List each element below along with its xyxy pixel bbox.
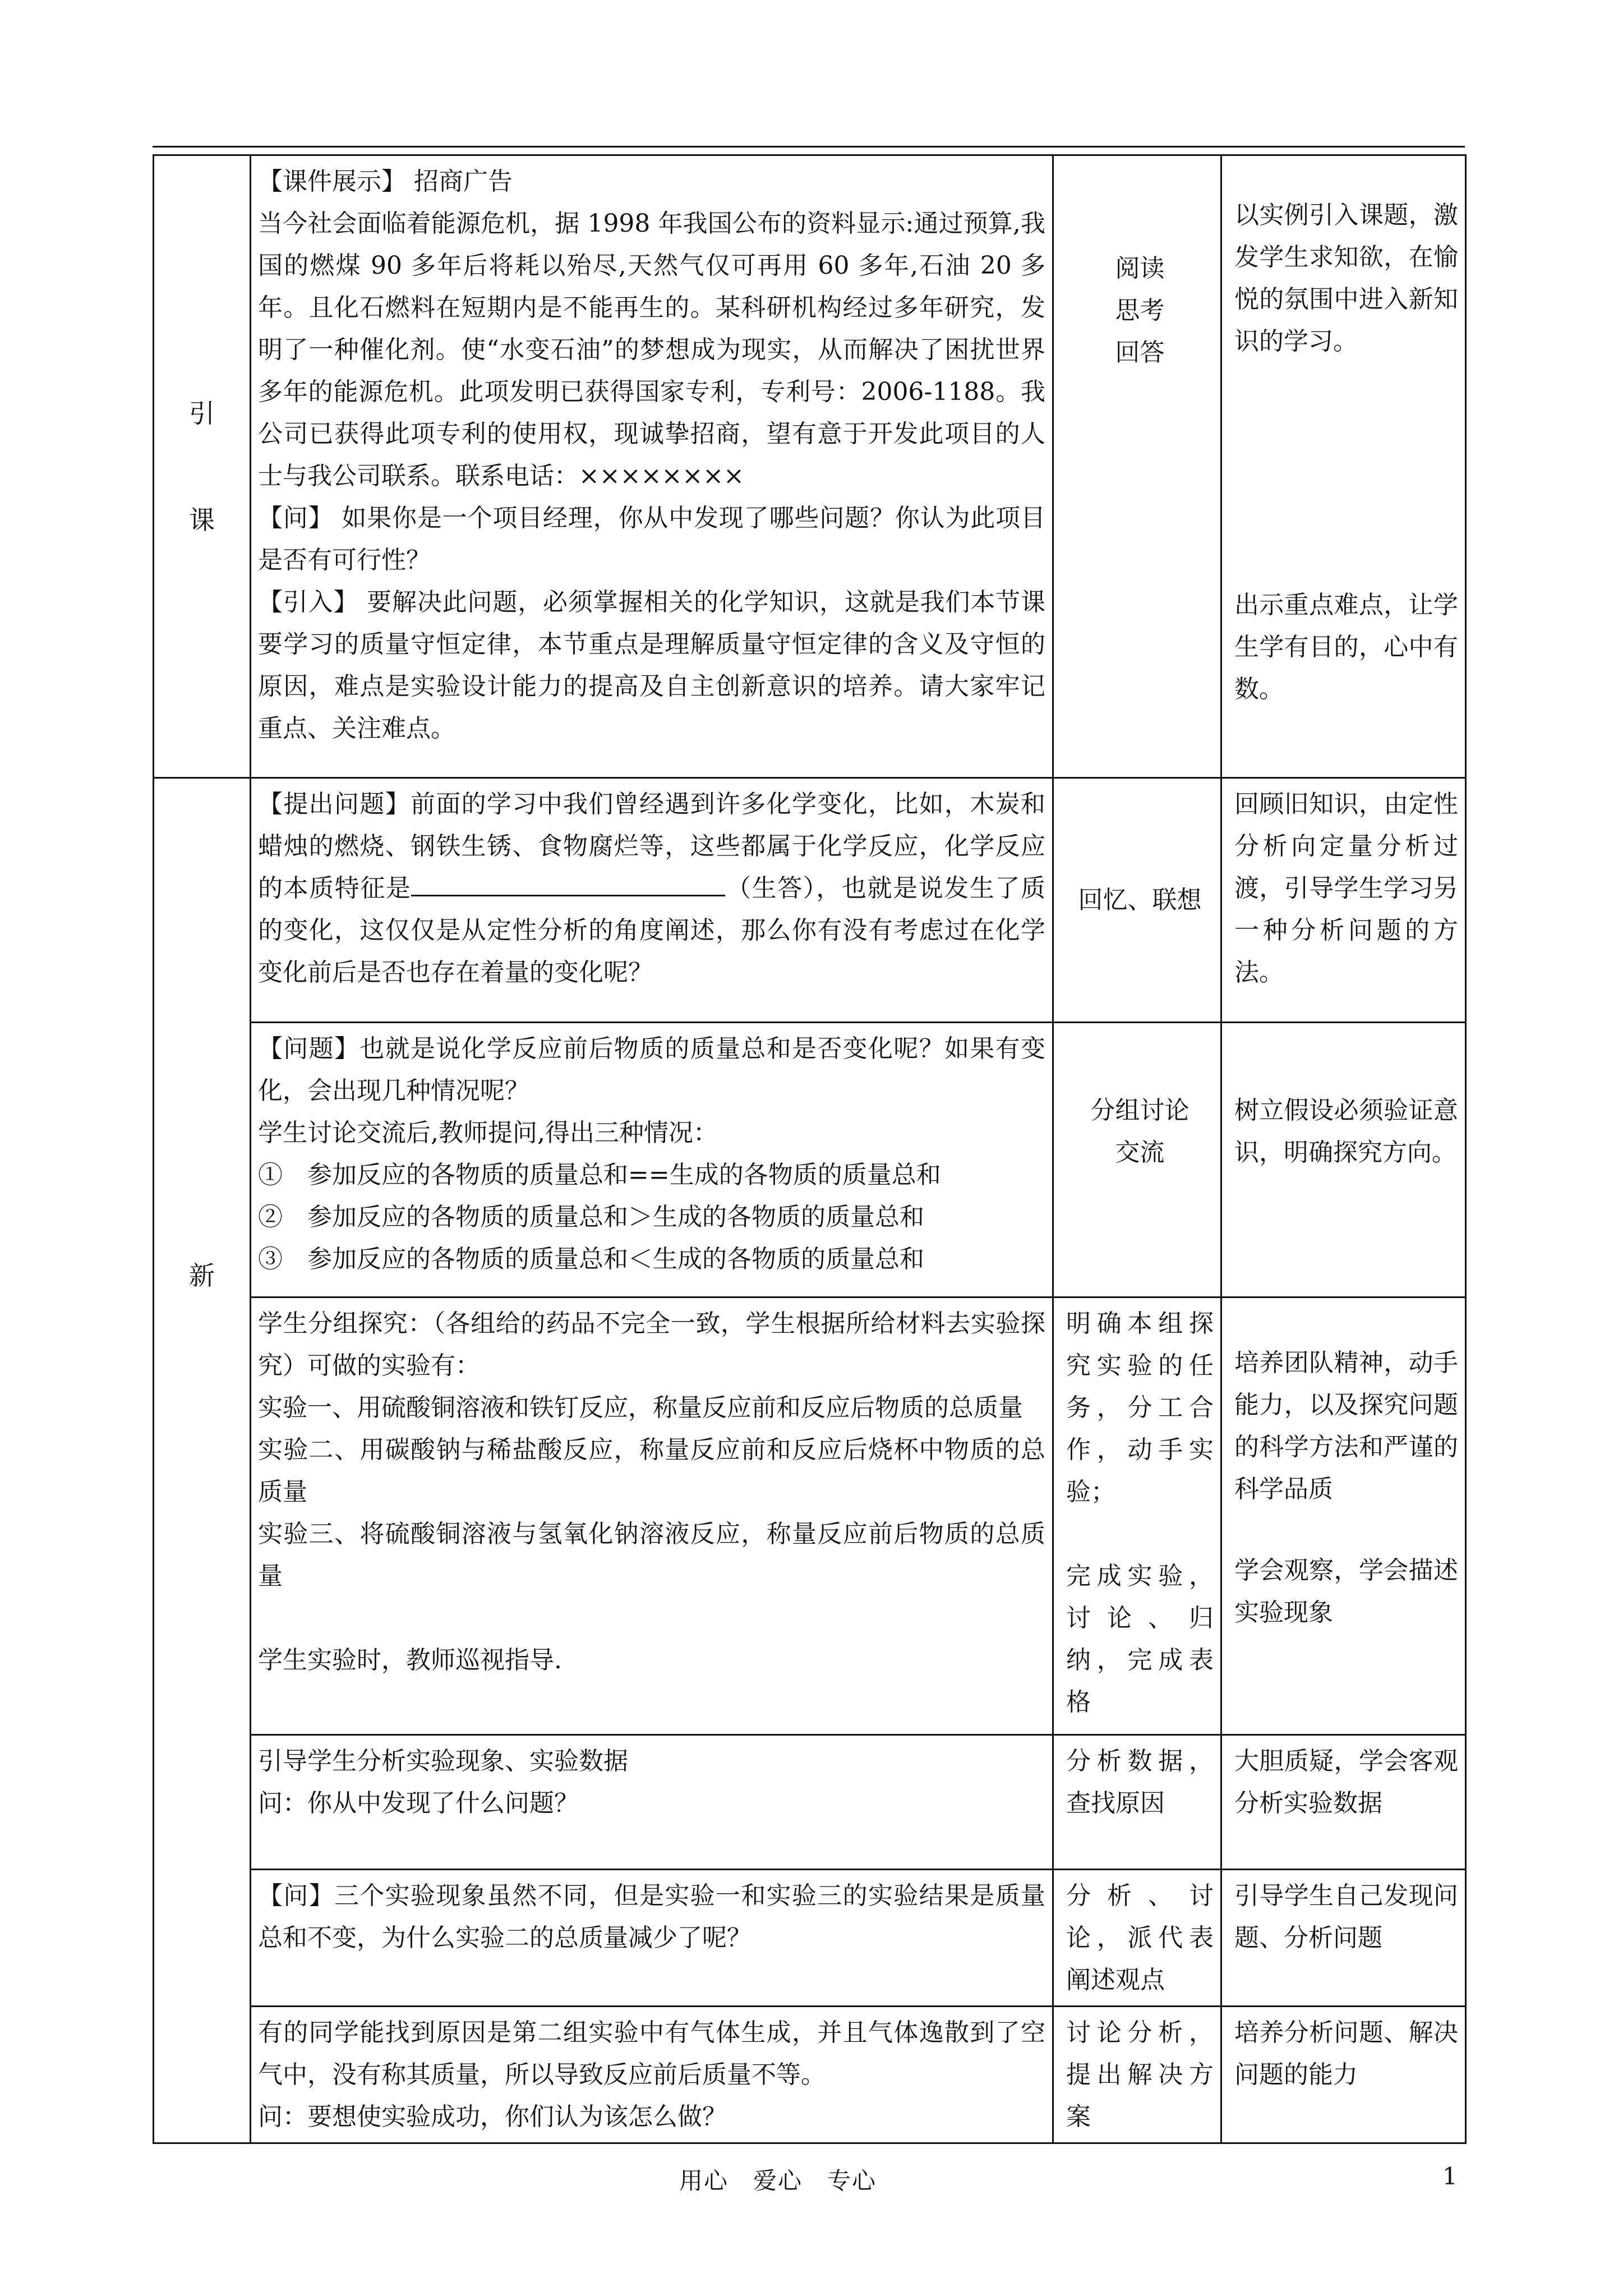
section-label: 新 — [189, 1260, 215, 1291]
teacher-guidance-text: 学生实验时，教师巡视指导. — [258, 1646, 562, 1674]
design-intent-cell — [1221, 1297, 1466, 1735]
student-activity: 分析、讨论，派代表阐述观点 — [1066, 1881, 1214, 1994]
discussion-text: 学生讨论交流后,教师提问,得出三种情况： — [258, 1119, 718, 1147]
student-activity-cell — [1053, 1735, 1221, 1870]
case-item: ② 参加反应的各物质的质量总和＞生成的各物质的质量总和 — [258, 1203, 924, 1231]
student-activity-cell — [1053, 778, 1221, 1023]
content-cell — [251, 2007, 1053, 2143]
problem-text: 【问题】也就是说化学反应前后物质的质量总和是否变化呢？如果有变化，会出现几种情况呢？ — [258, 1034, 1045, 1105]
design-intent-cell — [1221, 1735, 1466, 1870]
section-cell-intro — [154, 155, 251, 778]
design-intent-cell — [1221, 1023, 1466, 1297]
experiment-item: 实验三、将硫酸铜溶液与氢氧化钠溶液反应，称量反应前后物质的总质量 — [258, 1520, 1045, 1590]
student-activity: 完成实验，讨论、归纳，完成表格 — [1066, 1562, 1214, 1717]
table-row — [154, 2007, 1466, 2143]
raise-question-tail: （生答），也就是说发生了质的变化，这仅仅是从定性分析的角度阐述，那么你有没有考虑过在化学变化前后是否也存在着量的变化呢？ — [258, 874, 1046, 987]
header-rule — [153, 146, 1465, 148]
student-activity: 阅读 — [1115, 254, 1165, 283]
design-intent: 培养团队精神，动手能力，以及探究问题的科学方法和严谨的科学品质 — [1234, 1349, 1458, 1503]
design-intent: 引导学生自己发现问题、分析问题 — [1234, 1881, 1458, 1952]
table-row — [154, 1870, 1466, 2007]
design-intent-cell — [1221, 778, 1466, 1023]
courseware-heading: 【课件展示】 招商广告 — [258, 167, 513, 196]
student-activity: 回忆、联想 — [1078, 886, 1202, 914]
experiment-item: 实验一、用硫酸铜溶液和铁钉反应，称量反应前和反应后物质的总质量 — [258, 1393, 1023, 1422]
student-activity: 分析数据，查找原因 — [1066, 1747, 1214, 1818]
table-row — [154, 778, 1466, 1023]
design-intent-cell — [1221, 155, 1466, 778]
raise-question-lead: 【提出问题】前面的学习中我们曾经遇到许多化学变化，比如，木炭和蜡烛的燃烧、钢铁生锈、食物腐烂等，这些都属于化学反应，化学反应的本质特征是 — [258, 790, 1045, 903]
student-activity: 讨论分析，提出解决方案 — [1066, 2018, 1214, 2131]
student-activity: 思考 — [1115, 296, 1165, 325]
student-activity-cell — [1053, 2007, 1221, 2143]
lesson-plan-table — [153, 154, 1467, 2144]
design-intent: 培养分析问题、解决问题的能力 — [1234, 2018, 1458, 2089]
table-row — [154, 1297, 1466, 1735]
advertisement-text: 当今社会面临着能源危机，据 1998 年我国公布的资料显示:通过预算,我国的燃煤 90 多年后将耗以殆尽,天然气仅可再用 60 多年,石油 20 多年。且化石燃料在短期内是不能再生的。某科研机构经过多年研究，发明了一种催化剂。使“水变石油”的梦想成为现实，从而解决了困扰世界多年的能源危机。此项发明已获得国家专利，专利号：2006-1188。我公司已获得此项专利的使用权，现诚挚招商，望有意于开发此项目的人士与我公司联系。联系电话：×××××××× — [258, 209, 1045, 490]
case-item: ③ 参加反应的各物质的质量总和＜生成的各物质的质量总和 — [258, 1245, 924, 1273]
design-intent: 树立假设必须验证意识，明确探究方向。 — [1234, 1096, 1458, 1167]
student-activity-cell — [1053, 1297, 1221, 1735]
student-activity: 回答 — [1115, 338, 1165, 367]
raise-question-text — [258, 783, 1045, 993]
student-activity: 分组讨论 — [1090, 1096, 1189, 1125]
table-row — [154, 1735, 1466, 1870]
table-row — [154, 1023, 1466, 1297]
student-activity-cell — [1053, 1023, 1221, 1297]
design-intent-cell — [1221, 2007, 1466, 2143]
design-intent: 以实例引入课题，激发学生求知欲，在愉悦的氛围中进入新知识的学习。 — [1234, 201, 1458, 356]
analysis-guide-text: 引导学生分析实验现象、实验数据 — [258, 1747, 628, 1775]
content-cell — [251, 1735, 1053, 1870]
introduction-text: 【引入】 要解决此问题，必须掌握相关的化学知识，这就是我们本节课要学习的质量守恒定律，本节重点是理解质量守恒定律的含义及守恒的原因，难点是实验设计能力的提高及自主创新意识的培养。请大家牢记重点、关注难点。 — [258, 588, 1045, 743]
content-cell — [251, 1297, 1053, 1735]
content-cell — [251, 778, 1053, 1023]
answer-blank — [411, 870, 725, 896]
question-text: 问：你从中发现了什么问题？ — [258, 1789, 579, 1818]
question-text: 问：要想使实验成功，你们认为该怎么做？ — [258, 2102, 727, 2131]
table-row — [154, 155, 1466, 778]
section-label: 课 — [189, 504, 215, 535]
case-item: ① 参加反应的各物质的质量总和==生成的各物质的质量总和 — [258, 1161, 941, 1189]
content-cell — [251, 1023, 1053, 1297]
group-inquiry-text: 学生分组探究：（各组给的药品不完全一致，学生根据所给材料去实验探究）可做的实验有： — [258, 1309, 1045, 1380]
experiment-item: 实验二、用碳酸钠与稀盐酸反应，称量反应前和反应后烧杯中物质的总质量 — [258, 1435, 1045, 1506]
student-activity: 交流 — [1115, 1138, 1165, 1167]
page-number: 1 — [1442, 2162, 1458, 2190]
question-text: 【问】 如果你是一个项目经理，你从中发现了哪些问题？你认为此项目是否有可行性？ — [258, 504, 1045, 574]
content-cell — [251, 155, 1053, 778]
student-activity-cell — [1053, 1870, 1221, 2007]
reason-text: 有的同学能找到原因是第二组实验中有气体生成，并且气体逸散到了空气中，没有称其质量，所以导致反应前后质量不等。 — [258, 2018, 1045, 2089]
question-text: 【问】三个实验现象虽然不同，但是实验一和实验三的实验结果是质量总和不变，为什么实验二的总质量减少了呢？ — [258, 1881, 1045, 1952]
design-intent: 出示重点难点，让学生学有目的，心中有数。 — [1234, 591, 1458, 703]
section-label: 引 — [189, 398, 215, 429]
footer-motto: 用心 爱心 专心 — [679, 2167, 877, 2194]
section-cell-new — [154, 778, 251, 2143]
student-activity: 明确本组探究实验的任务，分工合作，动手实验； — [1066, 1309, 1214, 1506]
design-intent-cell — [1221, 1870, 1466, 2007]
design-intent: 大胆质疑，学会客观分析实验数据 — [1234, 1747, 1458, 1818]
design-intent: 回顾旧知识，由定性分析向定量分析过渡，引导学生学习另一种分析问题的方法。 — [1234, 790, 1458, 987]
content-cell — [251, 1870, 1053, 2007]
student-activity-cell — [1053, 155, 1221, 778]
design-intent: 学会观察，学会描述实验现象 — [1234, 1556, 1458, 1627]
